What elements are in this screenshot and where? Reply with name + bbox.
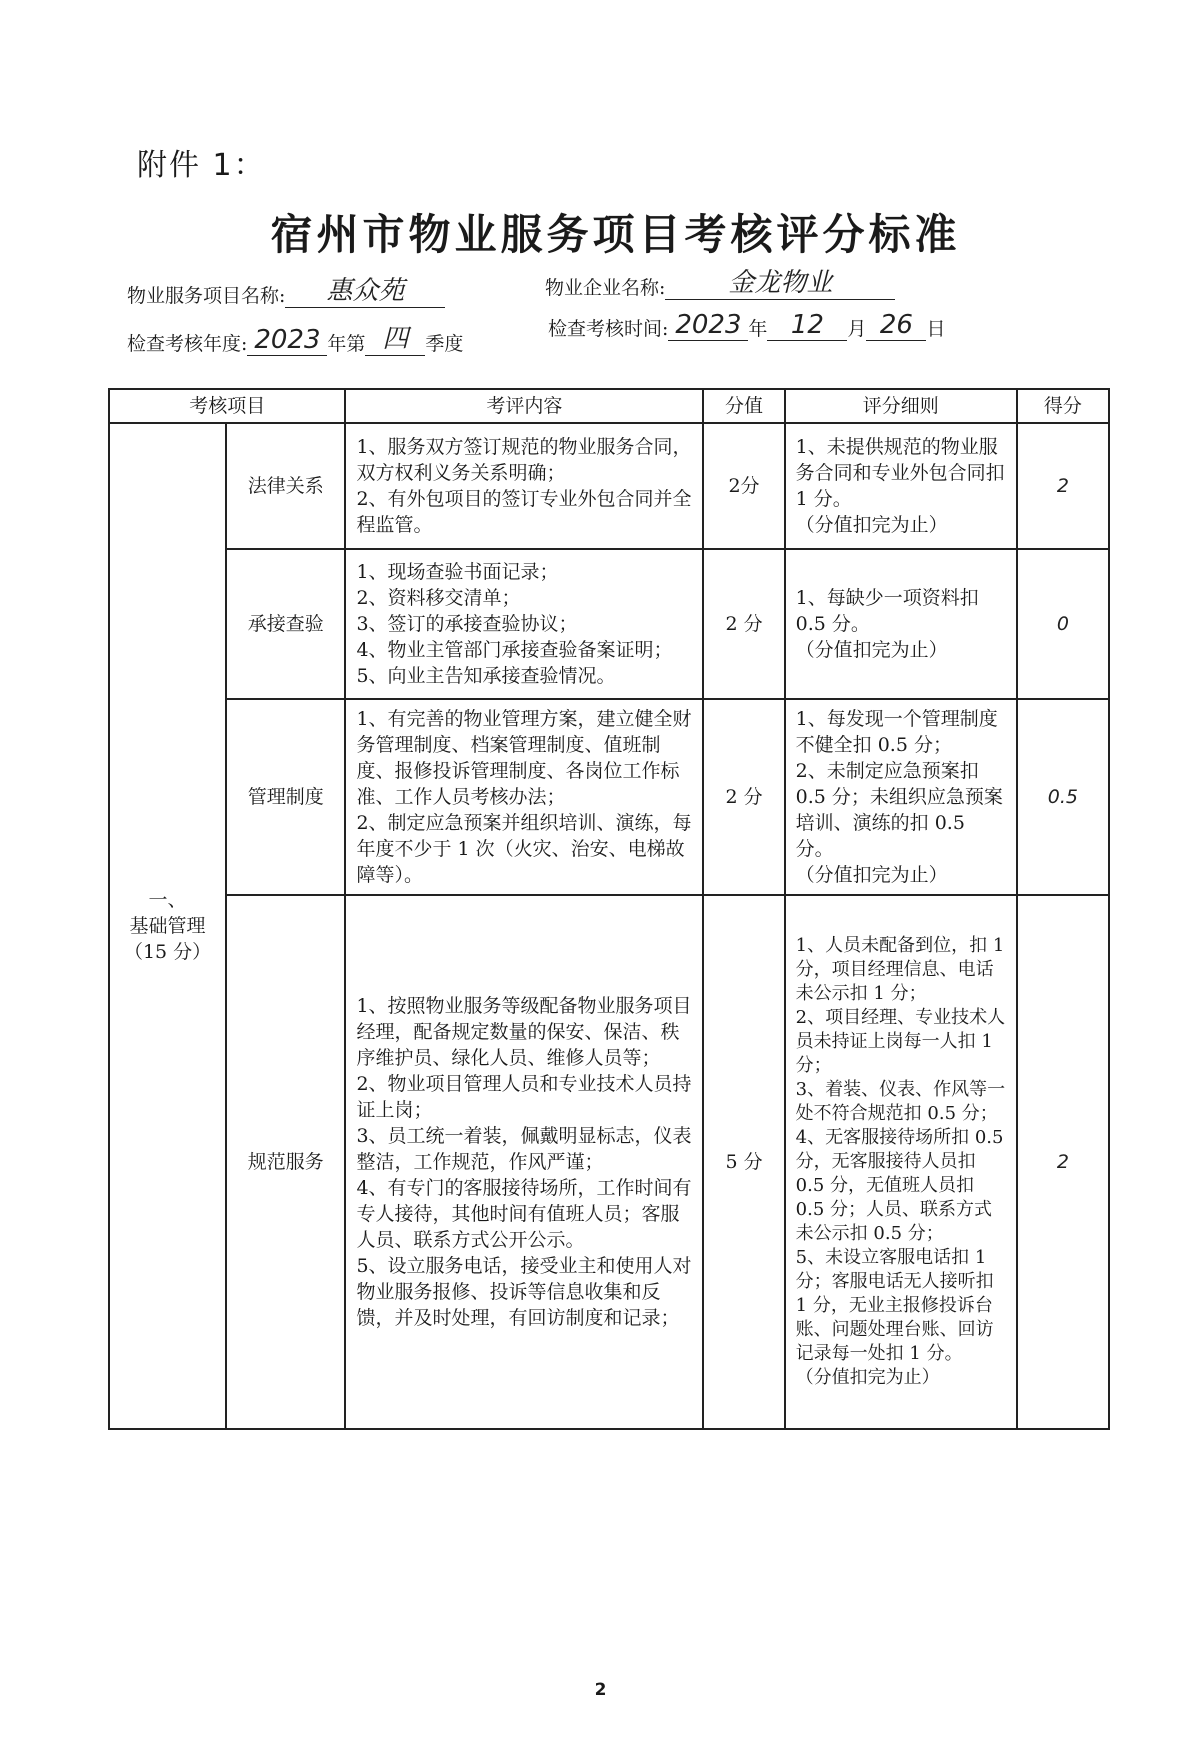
rule-line: （分值扣完为止） (795, 639, 948, 661)
time-day: 26 (866, 310, 926, 341)
rules-cell (785, 423, 1017, 549)
rule-line: 1、每缺少一项资料扣 0.5 分。 (795, 587, 979, 635)
content-line: 1、有完善的物业管理方案，建立健全财务管理制度、档案管理制度、值班制度、报修投诉管理制度、各岗位工作标准、工作人员考核办法； (356, 708, 692, 808)
category-line-2: 基础管理 (129, 915, 206, 937)
company-label: 物业企业名称: (545, 277, 666, 299)
scoring-table (108, 388, 1110, 1430)
category-line-3: （15 分） (123, 941, 212, 963)
rule-line: （分值扣完为止） (795, 1367, 940, 1388)
time-label: 检查考核时间: (548, 318, 669, 340)
info-row-1 (127, 270, 445, 308)
content-line: 5、设立服务电话，接受业主和使用人对物业服务报修、投诉等信息收集和反馈，并及时处理，有回访制度和记录； (356, 1255, 692, 1329)
score-cell: 0 (1017, 549, 1109, 699)
rule-line: 5、未设立客服电话扣 1 分；客服电话无人接听扣 1 分，无业主报修投诉台账、问题处理台账、回访记录每一处扣 1 分。 (795, 1247, 994, 1364)
score-cell: 2 (1017, 895, 1109, 1429)
header-points: 分值 (703, 389, 784, 423)
content-line: 2、物业项目管理人员和专业技术人员持证上岗； (356, 1073, 692, 1121)
rules-cell (785, 895, 1017, 1429)
rule-line: 1、每发现一个管理制度不健全扣 0.5 分； (795, 708, 998, 756)
header-score: 得分 (1017, 389, 1109, 423)
attachment-label: 附件 1： (137, 148, 266, 183)
day-char: 日 (926, 318, 946, 340)
content-line: 2、有外包项目的签订专业外包合同并全程监管。 (356, 488, 692, 536)
info-row-1b (545, 262, 895, 300)
table-row (109, 423, 1109, 549)
table-row (109, 895, 1109, 1429)
company-value: 金龙物业 (665, 262, 895, 300)
table-row (109, 699, 1109, 895)
rules-cell (785, 699, 1017, 895)
content-line: 5、向业主告知承接查验情况。 (356, 665, 616, 687)
rule-line: 2、项目经理、专业技术人员未持证上岗每一人扣 1 分； (795, 1007, 1006, 1076)
info-row-2b (548, 310, 945, 341)
rule-line: （分值扣完为止） (795, 864, 948, 886)
time-month: 12 (767, 310, 847, 341)
page-number: 2 (594, 1680, 607, 1700)
rule-line: 3、着装、仪表、作风等一处不符合规范扣 0.5 分； (795, 1079, 1006, 1124)
rule-line: （分值扣完为止） (795, 514, 948, 536)
project-name-label: 物业服务项目名称: (127, 285, 286, 307)
quarter-value: 四 (365, 318, 425, 356)
item-name: 管理制度 (226, 699, 345, 895)
year-suffix: 年第 (327, 333, 366, 355)
rule-line: 2、未制定应急预案扣 0.5 分；未组织应急预案培训、演练的扣 0.5 分。 (795, 760, 1003, 860)
content-line: 3、签订的承接查验协议； (356, 613, 578, 635)
points-cell: 2分 (703, 423, 784, 549)
item-name: 法律关系 (226, 423, 345, 549)
content-cell (345, 423, 703, 549)
document-title: 宿州市物业服务项目考核评分标准 (270, 210, 961, 259)
rule-line: 4、无客服接待场所扣 0.5 分，无客服接待人员扣 0.5 分，无值班人员扣 0.5 分；人员、联系方式未公示扣 0.5 分； (795, 1127, 1004, 1244)
content-line: 4、有专门的客服接待场所，工作时间有专人接待，其他时间有值班人员；客服人员、联系方式公开公示。 (356, 1177, 692, 1251)
score-cell: 2 (1017, 423, 1109, 549)
month-char: 月 (847, 318, 867, 340)
table-row (109, 549, 1109, 699)
quarter-suffix: 季度 (425, 333, 464, 355)
year-value: 2023 (247, 325, 327, 356)
content-line: 3、员工统一着装，佩戴明显标志，仪表整洁，工作规范，作风严谨； (356, 1125, 692, 1173)
category-line-1: 一、 (148, 889, 187, 911)
time-year: 2023 (668, 310, 748, 341)
rule-line: 1、未提供规范的物业服务合同和专业外包合同扣 1 分。 (795, 436, 1005, 510)
score-cell: 0.5 (1017, 699, 1109, 895)
content-line: 4、物业主管部门承接查验备案证明； (356, 639, 673, 661)
content-line: 1、服务双方签订规范的物业服务合同，双方权利义务关系明确； (356, 436, 692, 484)
content-line: 1、现场查验书面记录； (356, 561, 559, 583)
year-char: 年 (748, 318, 768, 340)
content-cell (345, 549, 703, 699)
rule-line: 1、人员未配备到位，扣 1 分，项目经理信息、电话未公示扣 1 分； (795, 935, 1005, 1004)
category-cell (109, 423, 226, 1429)
content-line: 2、制定应急预案并组织培训、演练，每年度不少于 1 次（火灾、治安、电梯故障等）。 (356, 812, 692, 886)
item-name: 承接查验 (226, 549, 345, 699)
year-label: 检查考核年度: (127, 333, 248, 355)
points-cell: 2 分 (703, 699, 784, 895)
rules-cell (785, 549, 1017, 699)
content-line: 2、资料移交清单； (356, 587, 521, 609)
header-content: 考评内容 (345, 389, 703, 423)
content-cell (345, 895, 703, 1429)
project-name-value: 惠众苑 (285, 270, 445, 308)
points-cell: 2 分 (703, 549, 784, 699)
header-rules: 评分细则 (785, 389, 1017, 423)
content-cell (345, 699, 703, 895)
item-name: 规范服务 (226, 895, 345, 1429)
points-cell: 5 分 (703, 895, 784, 1429)
header-item: 考核项目 (109, 389, 345, 423)
content-line: 1、按照物业服务等级配备物业服务项目经理，配备规定数量的保安、保洁、秩序维护员、绿化人员、维修人员等； (356, 995, 692, 1069)
table-header-row (109, 389, 1109, 423)
info-row-2 (127, 318, 463, 356)
